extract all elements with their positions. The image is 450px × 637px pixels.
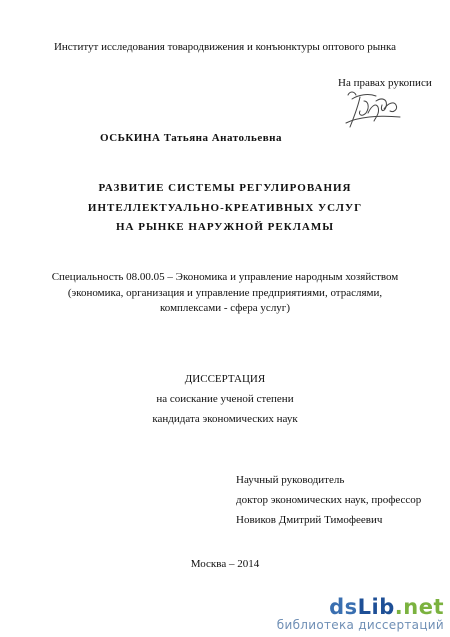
specialty-line: Специальность 08.00.05 – Экономика и управление народным хозяйством: [51, 271, 399, 283]
watermark-subtitle: библиотека диссертаций: [276, 618, 444, 632]
watermark-logo-ds: ds: [329, 595, 358, 619]
supervisor-role: Научный руководитель: [236, 474, 345, 486]
dslib-watermark[interactable]: [277, 596, 444, 632]
title-line: РАЗВИТИЕ СИСТЕМЫ РЕГУЛИРОВАНИЯ: [98, 182, 352, 194]
degree-name: кандидата экономических наук: [152, 413, 298, 425]
title-line: НА РЫНКЕ НАРУЖНОЙ РЕКЛАМЫ: [115, 221, 335, 233]
handwritten-signature: [338, 87, 408, 133]
specialty-line: комплексами - сфера услуг): [160, 302, 290, 314]
watermark-logo-net: .net: [394, 595, 444, 619]
author-name: ОСЬКИНА Татьяна Анатольевна: [100, 132, 282, 144]
institute-name: Институт исследования товародвижения и конъюнктуры оптового рынка: [53, 41, 397, 53]
specialty-line: (экономика, организация и управление предприятиями, отраслями,: [67, 286, 383, 299]
watermark-logo-lib: Lib: [357, 595, 395, 619]
supervisor-block: [236, 470, 421, 530]
degree-purpose: на соискание ученой степени: [156, 393, 294, 405]
dissertation-degree-block: [0, 369, 450, 429]
watermark-logo: [277, 596, 444, 618]
dissertation-label: ДИССЕРТАЦИЯ: [184, 373, 266, 385]
supervisor-title: доктор экономических наук, профессор: [236, 494, 422, 506]
title-line: ИНТЕЛЛЕКТУАЛЬНО-КРЕАТИВНЫХ УСЛУГ: [87, 201, 363, 214]
dissertation-title: [0, 179, 450, 238]
supervisor-name: Новиков Дмитрий Тимофеевич: [236, 514, 383, 526]
specialty-block: [0, 270, 450, 317]
city-year: Москва – 2014: [190, 558, 260, 570]
manuscript-rights-label: На правах рукописи: [338, 77, 432, 89]
